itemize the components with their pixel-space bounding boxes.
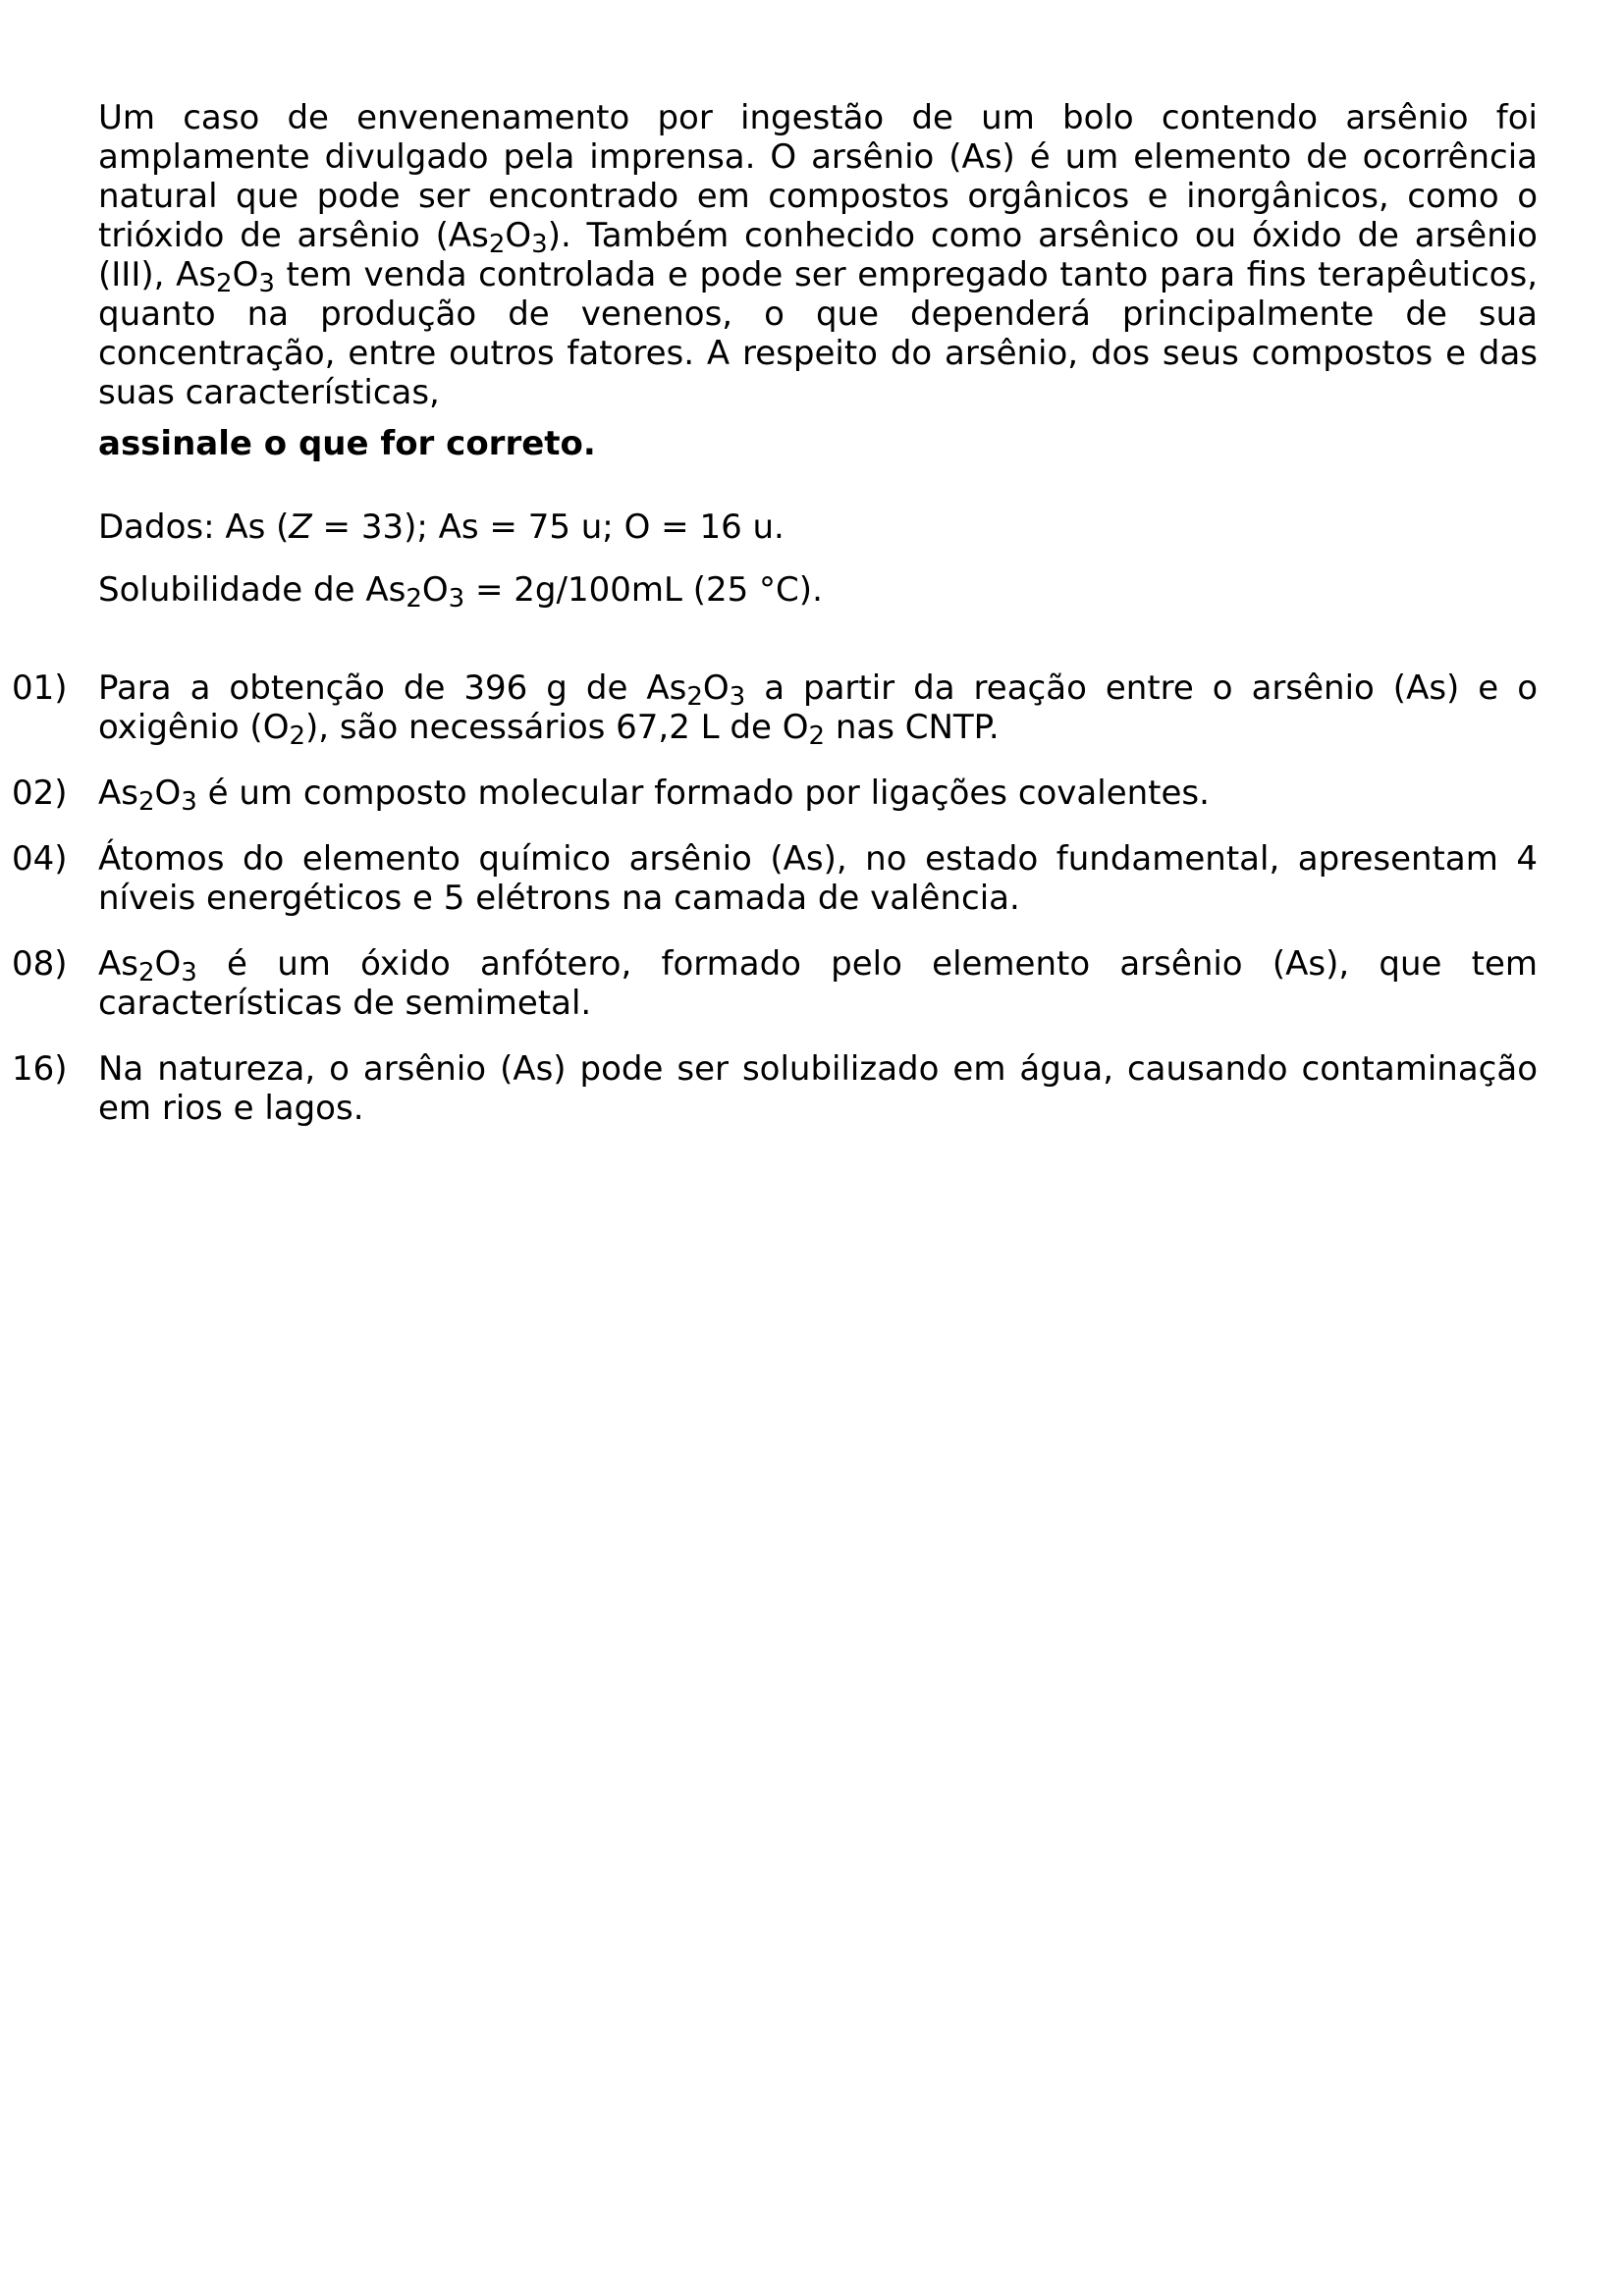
item-number: 01) bbox=[12, 668, 68, 708]
intro-text-part-1: Um caso de envenenamento por ingestão de um bolo contendo arsênio foi amplamente divulgado pela imprensa. O arsênio (As) é um elemento de ocorrência natural que pode ser encontrado em compostos orgânicos e inorgânicos, como o trióxido de arsênio ( bbox=[98, 98, 1538, 255]
chemical-formula-as2o3: $As_2O_3$ bbox=[176, 255, 275, 298]
item-text: $As_2O_3$ é um composto molecular formado por ligações covalentes. bbox=[98, 774, 1210, 817]
intro-text-part-2: ). Também conhecido como arsênico ou óxido de arsênio (III), bbox=[98, 216, 1538, 294]
chemical-formula-as2o3: $As_2O_3$ bbox=[98, 774, 197, 817]
intro-paragraph bbox=[98, 98, 1538, 412]
item-number: 08) bbox=[12, 944, 68, 984]
item-number: 04) bbox=[12, 839, 68, 879]
solubility-line: Solubilidade de $As_2O_3 = 2g/100mL$ (25 °C). bbox=[98, 570, 823, 614]
chemical-formula-as2o3: $As_2O_3$ bbox=[646, 668, 746, 712]
item-number: 02) bbox=[12, 774, 68, 813]
chemical-formula-as2o3: $As_2O_3$ bbox=[365, 570, 465, 614]
item-text: Átomos do elemento químico arsênio (As), no estado fundamental, apresentam 4 níveis energéticos e 5 elétrons na camada de valência. bbox=[98, 839, 1538, 918]
intro-text-part-3: tem venda controlada e pode ser empregado tanto para fins terapêuticos, quanto na produção de venenos, o que dependerá principalmente de sua concentração, entre outros fatores. A respeito do arsênio, dos seus compostos e das suas características, bbox=[98, 255, 1538, 412]
item-text: $As_2O_3$ é um óxido anfótero, formado pelo elemento arsênio (As), que tem características de semimetal. bbox=[98, 944, 1538, 1023]
item-text: Para a obtenção de 396 g de $As_2O_3$ a partir da reação entre o arsênio (As) e o oxigênio $(O_2)$, são necessários 67,2 L de $O_2$ nas CNTP. bbox=[98, 668, 1538, 751]
chemical-formula-as2o3: $As_2O_3$ bbox=[98, 944, 197, 988]
item-number: 16) bbox=[12, 1049, 68, 1089]
item-text: Na natureza, o arsênio (As) pode ser solubilizado em água, causando contaminação em rios e lagos. bbox=[98, 1049, 1538, 1128]
chemical-formula-as2o3: $As_2O_3$ bbox=[448, 216, 548, 259]
atomic-number-symbol: Z bbox=[289, 507, 312, 547]
given-data-line: Dados: As (Z = 33); As = 75 u; O = 16 u. bbox=[98, 507, 785, 547]
instruction-text: assinale o que for correto. bbox=[98, 424, 596, 463]
chemical-formula-o2: $O_2$ bbox=[782, 708, 826, 751]
chemical-formula-o2: $O_2$ bbox=[262, 708, 306, 751]
